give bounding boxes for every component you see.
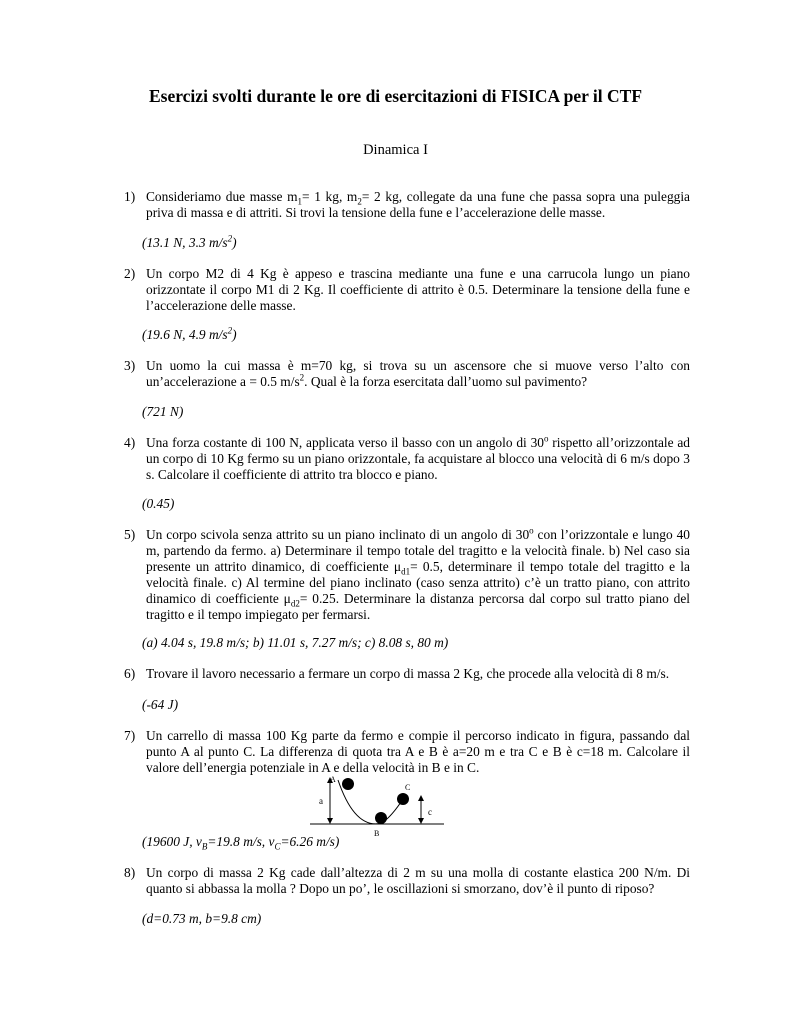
ball-a xyxy=(342,778,354,790)
exercise-text: Un corpo M2 di 4 Kg è appeso e trascina mediante una fune e una carrucola lungo un piano orizzontate il corpo M1 di 2 Kg. Il coefficiente di attrito è 0.5. Determinare la tensione della fune e l’accelerazione delle masse. xyxy=(146,266,690,313)
document-subtitle: Dinamica I xyxy=(363,142,428,158)
exercise-text: Consideriamo due masse $m_1= 1$ kg, $m_2= 2$ kg, collegate da una fune che passa sopra una puleggia priva di massa e di attriti. Si trovi la tensione della fune e l’accelerazione delle masse. xyxy=(146,189,690,220)
ball-c xyxy=(397,793,409,805)
exercise-6 xyxy=(124,666,690,682)
label-c: c xyxy=(428,807,432,817)
arrow-head-down xyxy=(418,818,424,824)
exercise-text: Un carrello di massa 100 Kg parte da fermo e compie il percorso indicato in figura, passando dal punto A al punto C. La differenza di quota tra A e B è a=20 m e tra C e B è c=18 m. Calcolare il valore dell’energia potenziale in A e della velocità in B e in C. xyxy=(146,728,690,775)
exercise-text: Una forza costante di 100 N, applicata verso il basso con un angolo di 30$^o$ rispetto all’orizzontale ad un corpo di 10 Kg fermo su un piano orizzontale, fa acquistare al blocco una velocità di 6 m/s dopo 3 s. Calcolare il coefficiente di attrito tra blocco e piano. xyxy=(146,433,691,482)
label-point-b: B xyxy=(374,829,380,838)
arrow-head-down xyxy=(327,818,333,824)
exercise-number: 8) xyxy=(124,865,136,880)
label-a: a xyxy=(319,796,323,806)
exercise-1 xyxy=(124,189,690,221)
arrow-head-up xyxy=(418,795,424,801)
exercise-text: Un corpo scivola senza attrito su un piano inclinato di un angolo di 30$^o$ con l’orizzontale e lungo 40 m, partendo da fermo. a) Determinare il tempo totale del tragitto e la velocità finale. b) Nel caso sia presente un attrito dinamico, di coefficiente $\mu_{d1}= 0.5$, determinare il tempo totale del tragitto e la velocità finale. c) Al termine del piano inclinato (caso senza attrito) c’è un tratto piano, con attrito dinamico di coefficiente $\mu_{d2}= 0.25$. Determinare la distanza percorsa dal corpo sul tratto piano del tragitto e il tempo impiegato per fermarsi. xyxy=(146,525,690,622)
exercise-5-answer: (a) 4.04 s, 19.8 m/s; b) 11.01 s, 7.27 m/s; c) 8.08 s, 80 m) xyxy=(142,635,449,650)
exercise-6-answer: (-64 J) xyxy=(142,697,179,712)
exercise-number: 5) xyxy=(124,527,136,542)
exercise-4 xyxy=(124,435,690,483)
exercise-number: 2) xyxy=(124,266,136,281)
exercise-3-answer: (721 N) xyxy=(142,404,184,419)
exercise-4-answer: (0.45) xyxy=(142,496,175,511)
exercise-number: 4) xyxy=(124,435,136,450)
exercise-2-answer: (19.6 N, 4.9 $m/s^2$) xyxy=(142,325,237,342)
label-point-a: A xyxy=(330,775,336,784)
exercise-number: 7) xyxy=(124,728,136,743)
ball-b xyxy=(375,812,387,824)
exercise-5 xyxy=(124,527,690,623)
exercise-text: Trovare il lavoro necessario a fermare un corpo di massa 2 Kg, che procede alla velocità di 8 m/s. xyxy=(146,666,670,681)
exercise-text: Un corpo di massa 2 Kg cade dall’altezza di 2 m su una molla di costante elastica 200 N/m. Di quanto si abbassa la molla ? Dopo un po’, le oscillazioni si smorzano, dov’è il punto di riposo? xyxy=(146,865,690,896)
label-point-c: C xyxy=(405,783,411,792)
exercise-1-answer: (13.1 N, 3.3 $m/s^2$) xyxy=(142,233,237,250)
exercise-number: 3) xyxy=(124,358,136,373)
exercise-8-answer: (d=0.73 m, b=9.8 cm) xyxy=(142,911,262,926)
cart-track-figure xyxy=(310,772,460,840)
exercise-7-answer: (19600 J, $v_B=19.8$ m/s, $v_C=6.26$ m/s) xyxy=(142,834,340,852)
exercise-7 xyxy=(124,728,690,776)
exercise-text: Un uomo la cui massa è m=70 kg, si trova su un ascensore che si muove verso l’alto con un’accelerazione a = 0.5 $m/s^2$. Qual è la forza esercitata dall’uomo sul pavimento? xyxy=(146,358,690,389)
exercise-3 xyxy=(124,358,690,390)
exercise-8 xyxy=(124,865,690,897)
exercise-2 xyxy=(124,266,690,314)
exercise-number: 6) xyxy=(124,666,136,681)
exercise-number: 1) xyxy=(124,189,136,204)
document-title: Esercizi svolti durante le ore di esercitazioni di FISICA per il CTF xyxy=(148,86,643,106)
